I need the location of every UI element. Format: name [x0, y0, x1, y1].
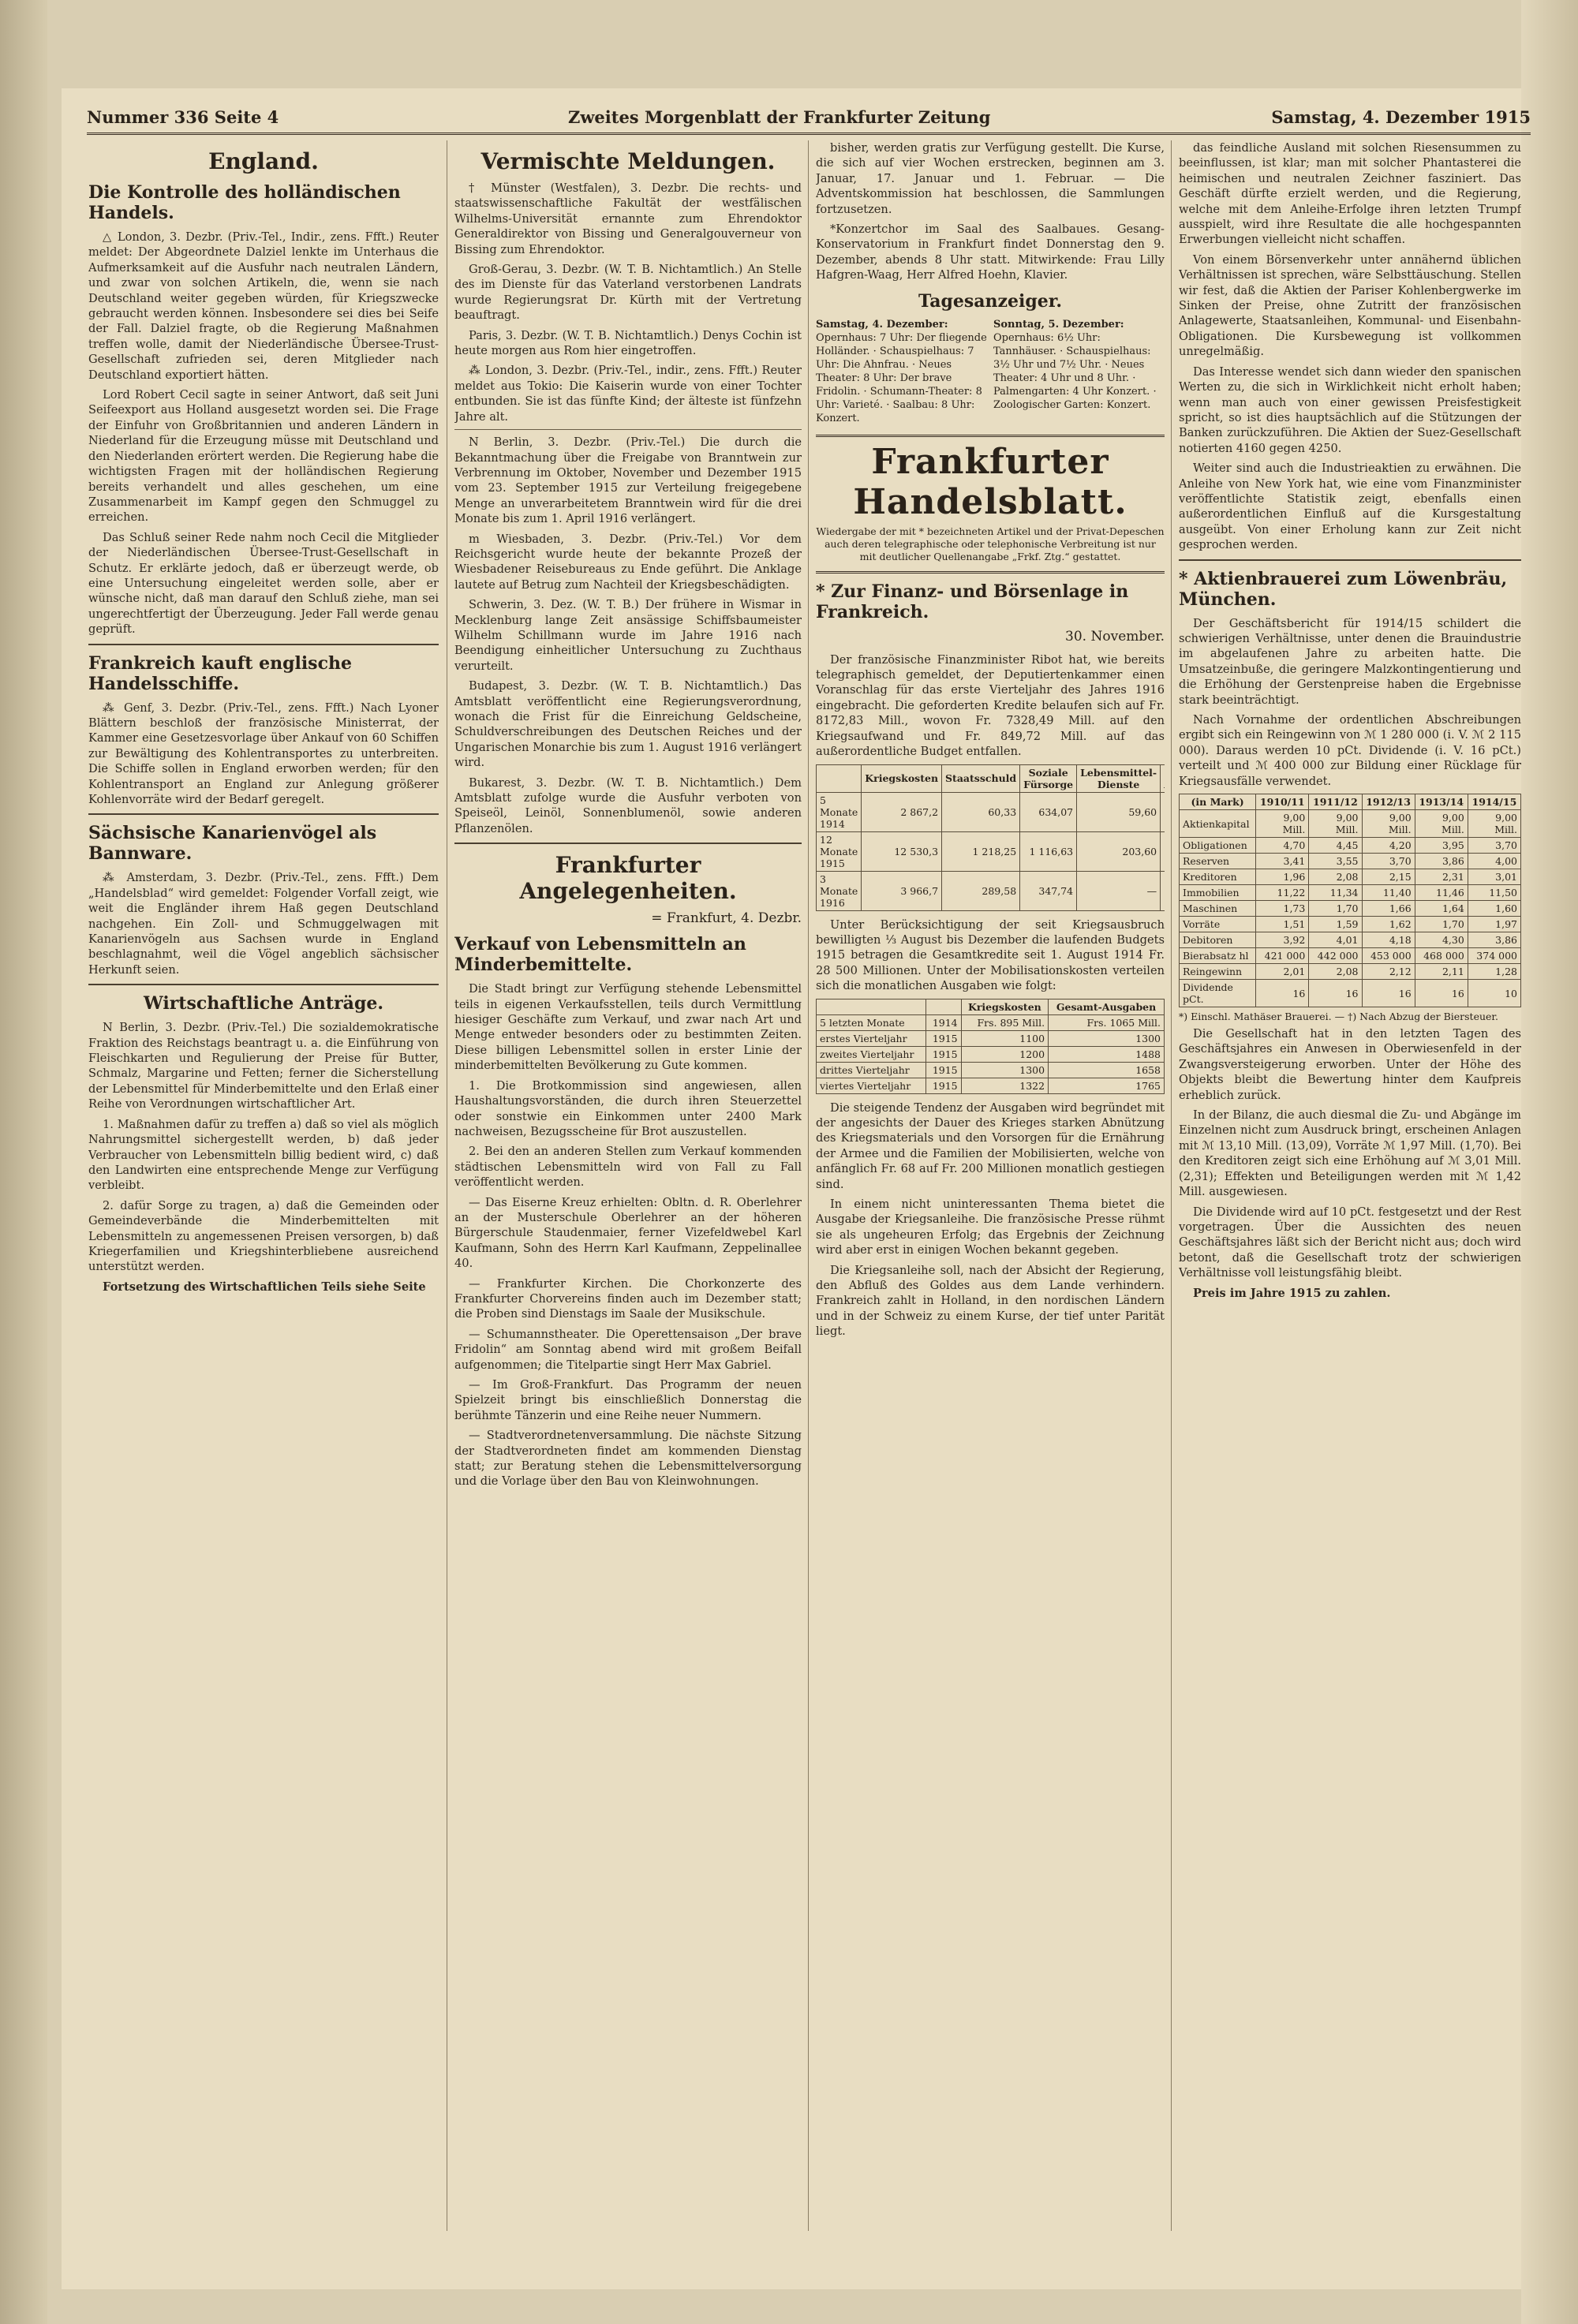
table-cell: Obligationen [1180, 838, 1256, 854]
table-header-cell: Kriegskosten [961, 999, 1048, 1014]
table-footnote: *) Einschl. Mathäser Brauerei. — †) Nach Abzug der Biersteuer. [1179, 1011, 1498, 1023]
table-cell: 468 000 [1415, 948, 1468, 964]
article-text: Von einem Börsenverkehr unter annähernd üblichen Verhältnissen ist sprechen, wäre Selbsttäuschung. Stellen wir fest, daß die Aktien der Pariser Kohlenbergwerke im Sinken der Preise, ohne Zutritt der französischen Anlagewerte, Staatsanleihen, Kommunal- und Eisenbahn-Obligationen. Die Kursbewegung ist vollkommen unregelmäßig. [1179, 252, 1521, 359]
article-text: ⁂ Amsterdam, 3. Dezbr. (Priv.-Tel., zens. Ffft.) Dem „Handelsblad“ wird gemeldet: Folgender Vorfall zeigt, wie weit die Engländer ihrem Haß gegen Deutschland nachgehen. Ein Zoll- und Schmuggelwagen mit Kanarienvögeln aus Sachsen wurde in England beschlagnahmt, weil die Vögel angeblich sächsischer Herkunft seien. [88, 871, 439, 977]
table-header-cell: 1914/15 [1468, 794, 1520, 810]
table-cell: drittes Vierteljahr [817, 1062, 926, 1078]
table-cell: 9,00 Mill. [1309, 810, 1362, 838]
issue-number: Nummer 336 Seite 4 [87, 107, 279, 127]
divider [88, 984, 439, 985]
table-cell: 11,40 [1362, 885, 1415, 901]
table-header-cell [817, 764, 862, 792]
article-text: Budapest, 3. Dezbr. (W. T. B. Nichtamtlich.) Das Amtsblatt veröffentlicht eine Regierungsverordnung, wonach die Frist für die Einreichung Geldscheine, Schuldverschreibungen des Deutschen Reiches und der Ungarischen Monarchie bis zum 1. August 1916 verlängert wird. [454, 679, 802, 770]
table-cell: 1100 [961, 1030, 1048, 1046]
article-text: Schwerin, 3. Dez. (W. T. B.) Der frühere in Wismar in Mecklenburg lange Zeit ansässige Schiffsbaumeister Wilhelm Schillmann wurde im Jahre 1916 nach Beendigung einheitlicher Untersuchung zu Zuchthaus verurteilt. [454, 598, 802, 673]
table-header-cell [817, 999, 926, 1014]
table-row [1180, 980, 1521, 1007]
table-cell: 4,01 [1309, 932, 1362, 948]
copyright-note: Wiedergabe der mit * bezeichneten Artikel und der Privat-Depeschen auch deren telegraphische oder telephonische Verbreitung ist nur mit deutlicher Quellenangabe „Frkf. Ztg.“ gestattet. [816, 525, 1165, 562]
table-row [817, 1014, 1165, 1030]
divider [88, 813, 439, 815]
table-cell: 11,34 [1309, 885, 1362, 901]
table-cell: 9,00 Mill. [1362, 810, 1415, 838]
listing-day: Samstag, 4. Dezember: [816, 318, 948, 331]
table-header-cell: 1913/14 [1415, 794, 1468, 810]
table-cell: 1658 [1049, 1062, 1165, 1078]
edition-title: Zweites Morgenblatt der Frankfurter Zeitung [568, 107, 991, 127]
column-2 [454, 140, 802, 2277]
article-text: — Das Eiserne Kreuz erhielten: Obltn. d. R. Oberlehrer an der Musterschule Oberlehrer an der höheren Bürgerschule Staudenmaier, ferner Vizefeldwebel Karl Kaufmann, Sohn des Herrn Karl Kaufmann, Zeppelinallee 40. [454, 1195, 802, 1271]
table-header-cell [926, 999, 961, 1014]
table-cell: 16 [1415, 980, 1468, 1007]
table-cell: 2,08 [1309, 869, 1362, 885]
article-text: Die steigende Tendenz der Ausgaben wird begründet mit der angesichts der Dauer des Krieges starken Abnützung des Kriegsmaterials und den Vorsorgen für die Ernährung der Armee und die Familien der Mobilisierten, welche von anfänglich Fr. 68 auf Fr. 200 Millionen monatlich gestiegen sind. [816, 1100, 1165, 1191]
headline: Verkauf von Lebensmitteln an Minderbemittelte. [454, 934, 746, 976]
article-text: Das Schluß seiner Rede nahm noch Cecil die Mitglieder der Niederländischen Übersee-Trust-Gesellschaft in Schutz. Er erklärte jedoch, daß er überzeugt werde, ob eine Untersuchung eingeleitet werden solle, aber er wünsche nicht, daß man darauf den Schluß ziehe, man sei ungerechtfertigt der Überzeugung. Jeder Fall werde genau geprüft. [88, 530, 439, 637]
article-text: — Frankfurter Kirchen. Die Chorkonzerte des Frankfurter Chorvereins finden auch im Dezember statt; die Proben sind Dienstags im Saale der Musikschule. [454, 1276, 802, 1321]
table-cell: 2 867,2 [862, 792, 942, 831]
table-cell: Dividende pCt. [1180, 980, 1256, 1007]
section-title: Tagesanzeiger. [918, 290, 1062, 312]
table-header-cell: Lebensmittel-Dienste [1077, 764, 1161, 792]
table-cell: 9,00 Mill. [1468, 810, 1520, 838]
headline: Die Kontrolle des holländischen Handels. [88, 182, 401, 223]
masthead [87, 101, 1531, 135]
table-cell: Frs. 1065 Mill. [1049, 1014, 1165, 1030]
table-cell: 1,66 [1362, 901, 1415, 917]
table-cell: 12 530,3 [862, 831, 942, 871]
table-cell: 9,00 Mill. [1415, 810, 1468, 838]
article-text: 1. Die Brotkommission sind angewiesen, allen Haushaltungsvorständen, die durch ihren Steuerzettel oder sonstwie ein Einkommen unter 2400 Mark nachweisen, Bezugsscheine für Brot auszustellen. [454, 1078, 802, 1138]
table-cell: 1300 [1049, 1030, 1165, 1046]
table-cell: 4,45 [1309, 838, 1362, 854]
issue-date: Samstag, 4. Dezember 1915 [1271, 107, 1531, 127]
table-row [1180, 810, 1521, 838]
article-text: N Berlin, 3. Dezbr. (Priv.-Tel.) Die sozialdemokratische Fraktion des Reichstags beantragt u. a. die Einführung von Fleischkarten und Regulierung der Preise für Butter, Schmalz, Margarine und Fetten; ferner die Sicherstellung der Lebensmittel für Minderbemittelte und den Erlaß einer Reihe von Verordnungen wirtschaftlicher Art. [88, 1021, 439, 1112]
table-cell: Reingewinn [1180, 964, 1256, 980]
table-cell: 3,92 [1256, 932, 1309, 948]
table-row [817, 792, 1165, 831]
table-cell [1161, 792, 1165, 831]
column-rule [1171, 140, 1172, 2231]
listing-text: Opernhaus: 6½ Uhr: Tannhäuser. · Schauspielhaus: 3½ Uhr und 7½ Uhr. · Neues Theater: 4 Uhr und 8 Uhr. · Palmengarten: 4 Uhr Konzert. · Zoologischer Garten: Konzert. [993, 331, 1157, 411]
table-cell: 2,15 [1362, 869, 1415, 885]
table-cell: 5 Monate 1914 [817, 792, 862, 831]
table-cell: 1765 [1049, 1078, 1165, 1093]
table-row [1180, 948, 1521, 964]
table-row [1180, 869, 1521, 885]
table-header-cell: 1910/11 [1256, 794, 1309, 810]
article-text: Die Gesellschaft hat in den letzten Tagen des Geschäftsjahres ein Anwesen in Oberwiesenfeld in der Zwangsversteigerung erworben. Unter der Höhe des Objekts bleibt die Bewertung hinter dem Kaufpreis erheblich zurück. [1179, 1027, 1521, 1102]
table-row [817, 871, 1165, 910]
article-text: Bukarest, 3. Dezbr. (W. T. B. Nichtamtlich.) Dem Amtsblatt zufolge wurde die Ausfuhr verboten von Speiseöl, Leinöl, Sonnenblumenöl, sowie anderen Pflanzenölen. [454, 775, 802, 835]
table-cell: 1,62 [1362, 917, 1415, 932]
table-cell: 1914 [926, 1014, 961, 1030]
table-row [817, 1078, 1165, 1093]
table-cell: 10 [1468, 980, 1520, 1007]
article-text: ⁂ London, 3. Dezbr. (Priv.-Tel., indir., zens. Ffft.) Reuter meldet aus Tokio: Die Kaiserin wurde von einer Tochter entbunden. Sie ist das fünfte Kind; der älteste ist fünfzehn Jahre alt. [454, 364, 802, 424]
table-cell: 1300 [961, 1062, 1048, 1078]
table-cell: 1 218,25 [942, 831, 1020, 871]
table-cell: 60,33 [942, 792, 1020, 831]
table-cell: 1,97 [1468, 917, 1520, 932]
article-text: 2. Bei den an anderen Stellen zum Verkauf kommenden städtischen Lebensmitteln wird von Fall zu Fall veröffentlicht werden. [454, 1145, 802, 1190]
table-cell: 4,20 [1362, 838, 1415, 854]
divider [88, 644, 439, 645]
table-cell: Bierabsatz hl [1180, 948, 1256, 964]
article-text: 2. dafür Sorge zu tragen, a) daß die Gemeinden oder Gemeindeverbände die Minderbemittelten mit Lebensmitteln zu angemessenen Preisen versorgen, b) daß Kriegerfamilien und Kriegshinterbliebene ausreichend unterstützt werden. [88, 1198, 439, 1274]
table-row [1180, 854, 1521, 869]
table-cell: 2,08 [1309, 964, 1362, 980]
article-text: Der französische Finanzminister Ribot hat, wie bereits telegraphisch gemeldet, der Deputiertenkammer einen Voranschlag für das erste Vierteljahr des Jahres 1916 eingebracht. Die geforderten Kredite belaufen sich auf Fr. 8172,83 Mill., wovon Fr. 7328,49 Mill. auf den Kriegsaufwand und Fr. 849,72 Mill. auf das außerordentliche Budget entfallen. [816, 652, 1165, 759]
article-text: Die Kriegsanleihe soll, nach der Absicht der Regierung, den Abfluß des Goldes aus dem Lande verhindern. Frankreich zahlt in Holland, in den nordischen Ländern und in der Schweiz zu einem Kurse, der tief unter Parität liegt. [816, 1263, 1165, 1339]
column-rule [808, 140, 809, 2231]
table-cell: 1,28 [1468, 964, 1520, 980]
article-text: △ London, 3. Dezbr. (Priv.-Tel., Indir., zens. Ffft.) Reuter meldet: Der Abgeordnete Dalziel lenkte im Unterhaus die Aufmerksamkeit auf die Ausfuhr nach neutralen Ländern, und zwar von solchen Artikeln, die, wenn sie nach Deutschland weiter gegeben würden, für Kriegszwecke gebraucht werden können. Insbesondere sei dies bei Seife der Fall. Dalziel fragte, ob die Regierung Maßnahmen treffen wolle, damit der Niederländische Übersee-Trust-Gesellschaft zufrieden sei, deren Mitglieder nach Deutschland exportiert hätten. [88, 230, 439, 382]
table-cell: 3,70 [1468, 838, 1520, 854]
article-text: Groß-Gerau, 3. Dezbr. (W. T. B. Nichtamtlich.) An Stelle des im Dienste für das Vaterland verstorbenen Landrats wurde Regierungsrat Dr. Kürth mit der Vertretung beauftragt. [454, 263, 802, 323]
divider [454, 843, 802, 844]
table-cell: 16 [1309, 980, 1362, 1007]
table-cell [1161, 871, 1165, 910]
table-cell: 3,86 [1415, 854, 1468, 869]
article-text: N Berlin, 3. Dezbr. (Priv.-Tel.) Die durch die Bekanntmachung über die Freigabe von Branntwein zur Verbrennung im Oktober, November und Dezember 1915 vom 23. September 1915 zur Verteilung freigegebene Menge an unverarbeitetem Branntwein wird für die drei Monate bis zum 1. April 1916 verlängert. [454, 435, 802, 526]
section-title: Frankfurter Angelegenheiten. [519, 852, 737, 905]
article-text: — Im Groß-Frankfurt. Das Programm der neuen Spielzeit bringt bis einschließlich Donnerstag die berühmte Tänzerin und eine Reihe neuer Nummern. [454, 1378, 802, 1422]
article-text: 1. Maßnahmen dafür zu treffen a) daß so viel als möglich Nahrungsmittel sichergestellt werden, b) daß jeder Verbraucher von Lebensmitteln billig bedient wird, c) daß den Landwirten eine entsprechende Menge zur Verfügung verbleibt. [88, 1117, 439, 1193]
table-cell: 1200 [961, 1046, 1048, 1062]
headline: * Zur Finanz- und Börsenlage in Frankreich. [816, 581, 1129, 622]
event-listings [816, 318, 1165, 425]
article-text: Weiter sind auch die Industrieaktien zu erwähnen. Die Anleihe von New York hat, wie eine vom Finanzminister veröffentlichte Statistik zeigt, ebenfalls einen außerordentlichen Einfluß auf die Kursgestaltung ausgeübt. Von einer Erholung kann zur Zeit nicht gesprochen werden. [1179, 461, 1521, 552]
listing-text: Opernhaus: 7 Uhr: Der fliegende Holländer. · Schauspielhaus: 7 Uhr: Die Ahnfrau. · Neues Theater: 8 Uhr: Der brave Fridolin. · Schumann-Theater: 8 Uhr: Varieté. · Saalbau: 8 Uhr: Konzert. [816, 331, 987, 424]
table-cell: Aktienkapital [1180, 810, 1256, 838]
article-text: — Schumannstheater. Die Operettensaison „Der brave Fridolin“ am Sonntag abend wird mit großem Beifall aufgenommen; die Titelpartie singt Herr Max Gabriel. [454, 1327, 802, 1372]
headline: Sächsische Kanarienvögel als Bannware. [88, 823, 377, 865]
table-cell: 1,51 [1256, 917, 1309, 932]
article-text: bisher, werden gratis zur Verfügung gestellt. Die Kurse, die sich auf vier Wochen erstrecken, beginnen am 3. Januar, 17. Januar und 1. Februar. — Die Adventskommission hat beschlossen, die Sammlungen fortzusetzen. [816, 141, 1165, 216]
table-cell: 11,22 [1256, 885, 1309, 901]
table-cell: — [1077, 871, 1161, 910]
table-cell: 1915 [926, 1062, 961, 1078]
article-text: In einem nicht uninteressanten Thema bietet die Ausgabe der Kriegsanleihe. Die französische Presse rühmt sie als ungeheuren Erfolg; das Ergebnis der Zeichnung wird aber erst in einigen Wochen bekannt gegeben. [816, 1197, 1165, 1257]
balance-table [1179, 794, 1521, 1007]
table-row [1180, 885, 1521, 901]
article-text: † Münster (Westfalen), 3. Dezbr. Die rechts- und staatswissenschaftliche Fakultät der westfälischen Wilhelms-Universität ernannte zum Ehrendoktor Generaldirektor von Bissing und Generalgouverneur von Bissing zum Ehrendoktor. [454, 181, 802, 256]
monthly-expenses-table [816, 999, 1165, 1094]
section-banner [816, 435, 1165, 574]
article-text: Die Dividende wird auf 10 pCt. festgesetzt und der Rest vorgetragen. Über die Aussichten des neuen Geschäftsjahres läßt sich der Bericht nicht aus; doch wird betont, daß die Gesellschaft trotz der schwierigen Verhältnisse voll leistungsfähig bleibt. [1179, 1205, 1521, 1280]
table-cell: Maschinen [1180, 901, 1256, 917]
table-header-cell: Staatsschuld [942, 764, 1020, 792]
column-4 [1179, 140, 1521, 2277]
table-cell: 3,55 [1309, 854, 1362, 869]
table-cell: Debitoren [1180, 932, 1256, 948]
table-cell: 2,01 [1256, 964, 1309, 980]
table-header-cell [1161, 764, 1165, 792]
table-cell: 1,60 [1468, 901, 1520, 917]
table-cell: 3,86 [1468, 932, 1520, 948]
table-row [1180, 932, 1521, 948]
table-cell: 1,70 [1309, 901, 1362, 917]
article-text: m Wiesbaden, 3. Dezbr. (Priv.-Tel.) Vor dem Reichsgericht wurde heute der bekannte Prozeß der Wiesbadener Reisebureaus zu Ende geführt. Die Anklage lautete auf Betrug zum Nachteil der Kriegsbeschädigten. [454, 532, 802, 592]
table-cell: 16 [1256, 980, 1309, 1007]
continuation-note: Fortsetzung des Wirtschaftlichen Teils siehe Seite [103, 1280, 426, 1294]
table-cell: 1,59 [1309, 917, 1362, 932]
table-cell: erstes Vierteljahr [817, 1030, 926, 1046]
table-row [817, 831, 1165, 871]
table-row [1180, 917, 1521, 932]
listing-day: Sonntag, 5. Dezember: [993, 318, 1124, 331]
table-cell: zweites Vierteljahr [817, 1046, 926, 1062]
table-cell: 1915 [926, 1046, 961, 1062]
table-row [817, 1062, 1165, 1078]
continuation-note: Preis im Jahre 1915 zu zahlen. [1193, 1286, 1391, 1300]
dateline: 30. November. [1065, 628, 1165, 645]
divider [1179, 559, 1521, 561]
table-cell: 4,30 [1415, 932, 1468, 948]
table-row [817, 1030, 1165, 1046]
table-cell [1161, 831, 1165, 871]
article-text: — Stadtverordnetenversammlung. Die nächste Sitzung der Stadtverordneten findet am kommenden Dienstag statt; zur Beratung stehen die Lebensmittelversorgung und die Vorlage über den Bau von Kleinwohnungen. [454, 1429, 802, 1489]
article-text: Die Stadt bringt zur Verfügung stehende Lebensmittel teils in eigenen Verkaufsstellen, teils durch Vermittlung hiesiger Geschäfte zum Verkauf, und zwar nach Art und Menge entweder besonders oder zu bestimmten Zeiten. Diese billigen Lebensmittel sollen in erster Linie der minderbemittelten Bevölkerung zu Gute kommen. [454, 982, 802, 1073]
article-text: Paris, 3. Dezbr. (W. T. B. Nichtamtlich.) Denys Cochin ist heute morgen aus Rom hier eingetroffen. [454, 328, 802, 358]
table-cell: 5 letzten Monate [817, 1014, 926, 1030]
column-3 [816, 140, 1165, 2277]
table-cell: 1915 [926, 1078, 961, 1093]
headline: Frankreich kauft englische Handelsschiffe. [88, 652, 352, 694]
table-cell: 9,00 Mill. [1256, 810, 1309, 838]
headline: * Aktienbrauerei zum Löwenbräu, München. [1179, 568, 1508, 610]
table-row [1180, 838, 1521, 854]
table-cell: 3,01 [1468, 869, 1520, 885]
article-text: *Konzertchor im Saal des Saalbaues. Gesang-Konservatorium in Frankfurt findet Donnerstag den 9. Dezember, abends 8 Uhr statt. Mitwirkende: Frau Lilly Hafgren-Waag, Herr Alfred Hoehn, Klavier. [816, 222, 1165, 282]
table-cell: viertes Vierteljahr [817, 1078, 926, 1093]
table-header-cell: 1912/13 [1362, 794, 1415, 810]
table-cell: 1915 [926, 1030, 961, 1046]
table-cell: Kreditoren [1180, 869, 1256, 885]
section-title: Vermischte Meldungen. [481, 148, 776, 174]
article-text: Lord Robert Cecil sagte in seiner Antwort, daß seit Juni Seifeexport aus Holland ausgesetzt worden sei. Die Frage der Einfuhr von Großbritannien und anderen Ländern in Niederland für die Erzeugung müsse mit Deutschland und den Niederlanden erörtert werden. Die Regierung habe die wichtigsten Fragen mit der holländischen Regierung bereits verhandelt und alles geschehen, um eine Zusammenarbeit im Kampf gegen den Schmuggel zu erreichen. [88, 388, 439, 525]
table-cell: 59,60 [1077, 792, 1161, 831]
table-cell: 3 966,7 [862, 871, 942, 910]
table-cell: 4,70 [1256, 838, 1309, 854]
table-cell: 2,11 [1415, 964, 1468, 980]
table-cell: 1322 [961, 1078, 1048, 1093]
article-text: In der Bilanz, die auch diesmal die Zu- und Abgänge im Einzelnen nicht zum Ausdruck bringt, erscheinen Anlagen mit ℳ 13,10 Mill. (13,09), Vorräte ℳ 1,97 Mill. (1,70). Bei den Kreditoren zeigt sich eine Erhöhung auf ℳ 3,01 Mill. (2,31); Effekten und Beteiligungen werden mit ℳ 1,42 Mill. ausgewiesen. [1179, 1108, 1521, 1199]
table-row [817, 1046, 1165, 1062]
table-cell: 374 000 [1468, 948, 1520, 964]
section-title: Frankfurter Handelsblatt. [853, 441, 1127, 522]
table-cell: 421 000 [1256, 948, 1309, 964]
table-cell: 3,41 [1256, 854, 1309, 869]
table-cell: 3 Monate 1916 [817, 871, 862, 910]
article-text: Das Interesse wendet sich dann wieder den spanischen Werten zu, die sich in Wirklichkeit nicht erholt haben; wenn man auch von einer gewissen Preisfestigkeit spricht, so ist dies hauptsächlich auf die Stützungen der Banken zurückzuführen. Die Aktien der Suez-Gesellschaft notierten 4160 gegen 4250. [1179, 364, 1521, 455]
table-cell: 1,73 [1256, 901, 1309, 917]
table-header-cell: Soziale Fürsorge [1020, 764, 1077, 792]
table-cell: 4,00 [1468, 854, 1520, 869]
table-cell: 11,46 [1415, 885, 1468, 901]
page-spine [0, 0, 47, 2324]
table-cell: 1488 [1049, 1046, 1165, 1062]
table-cell: 16 [1362, 980, 1415, 1007]
table-cell: 1 116,63 [1020, 831, 1077, 871]
table-header-cell: (in Mark) [1180, 794, 1256, 810]
table-cell: 634,07 [1020, 792, 1077, 831]
table-row [1180, 964, 1521, 980]
table-cell: 11,50 [1468, 885, 1520, 901]
table-cell: 442 000 [1309, 948, 1362, 964]
article-text: Der Geschäftsbericht für 1914/15 schildert die schwierigen Verhältnisse, unter denen die Brauindustrie im abgelaufenen Jahre zu arbeiten hatte. Die Umsatzeinbuße, die geringere Malzkontingentierung und die Erhöhung der Gerstenpreise haben die Ergebnisse stark beeinträchtigt. [1179, 616, 1521, 707]
table-cell: 289,58 [942, 871, 1020, 910]
article-text: Unter Berücksichtigung der seit Kriegsausbruch bewilligten ⅓ August bis Dezember die laufenden Budgets 1915 betragen die Gesamtkredite seit 1. August 1914 Fr. 28 500 Millionen. Unter der Mobilisationskosten verteilen sich die monatlichen Ausgaben wie folgt: [816, 917, 1165, 993]
table-cell: 203,60 [1077, 831, 1161, 871]
table-cell: 3,95 [1415, 838, 1468, 854]
article-text: das feindliche Ausland mit solchen Riesensummen zu beeinflussen, ist klar; man mit solcher Phantasterei die heimischen und neutralen Zeichner fasziniert. Das Geschäft dürfte erzielt werden, und die Regierung, welche mit dem Anleihe-Erfolge ihren letzten Trumpf ausspielt, wird ihre Resultate die alle hochgespannten Erwerbungen vielleicht nicht schaffen. [1179, 141, 1521, 247]
table-row [1180, 901, 1521, 917]
table-cell: 347,74 [1020, 871, 1077, 910]
table-cell: 1,70 [1415, 917, 1468, 932]
table-cell: 2,12 [1362, 964, 1415, 980]
table-header-cell: Kriegskosten [862, 764, 942, 792]
table-cell: Frs. 895 Mill. [961, 1014, 1048, 1030]
table-cell: 453 000 [1362, 948, 1415, 964]
budget-table [816, 764, 1165, 911]
table-cell: Reserven [1180, 854, 1256, 869]
table-cell: Vorräte [1180, 917, 1256, 932]
divider [454, 429, 802, 430]
table-cell: 2,31 [1415, 869, 1468, 885]
table-cell: Immobilien [1180, 885, 1256, 901]
page-margin-right [1521, 0, 1578, 2324]
article-text: Nach Vornahme der ordentlichen Abschreibungen ergibt sich ein Reingewinn von ℳ 1 280 000 (i. V. ℳ 2 115 000). Daraus werden 10 pCt. Dividende (i. V. 16 pCt.) verteilt und ℳ 400 000 zur Bildung einer Rücklage für Kriegsausfälle verwendet. [1179, 713, 1521, 788]
table-cell: 1,64 [1415, 901, 1468, 917]
table-cell: 1,96 [1256, 869, 1309, 885]
table-cell: 3,70 [1362, 854, 1415, 869]
table-cell: 4,18 [1362, 932, 1415, 948]
column-1 [88, 140, 439, 2277]
table-header-cell: Gesamt-Ausgaben [1049, 999, 1165, 1014]
headline: Wirtschaftliche Anträge. [144, 993, 383, 1014]
table-header-cell: 1911/12 [1309, 794, 1362, 810]
article-text: ⁂ Genf, 3. Dezbr. (Priv.-Tel., zens. Ffft.) Nach Lyoner Blättern beschloß der französische Ministerrat, der Kammer eine Gesetzesvorlage über Ankauf von 60 Schiffen zur Bewältigung des Kohlentransportes zu unterbreiten. Die Schiffe sollen in England erworben werden; für den Kohlentransport an England zur Anlegung größerer Kohlenvorräte wird der Bedarf geregelt. [88, 701, 439, 806]
dateline: = Frankfurt, 4. Dezbr. [651, 910, 802, 927]
table-cell: 12 Monate 1915 [817, 831, 862, 871]
section-title: England. [208, 148, 319, 174]
